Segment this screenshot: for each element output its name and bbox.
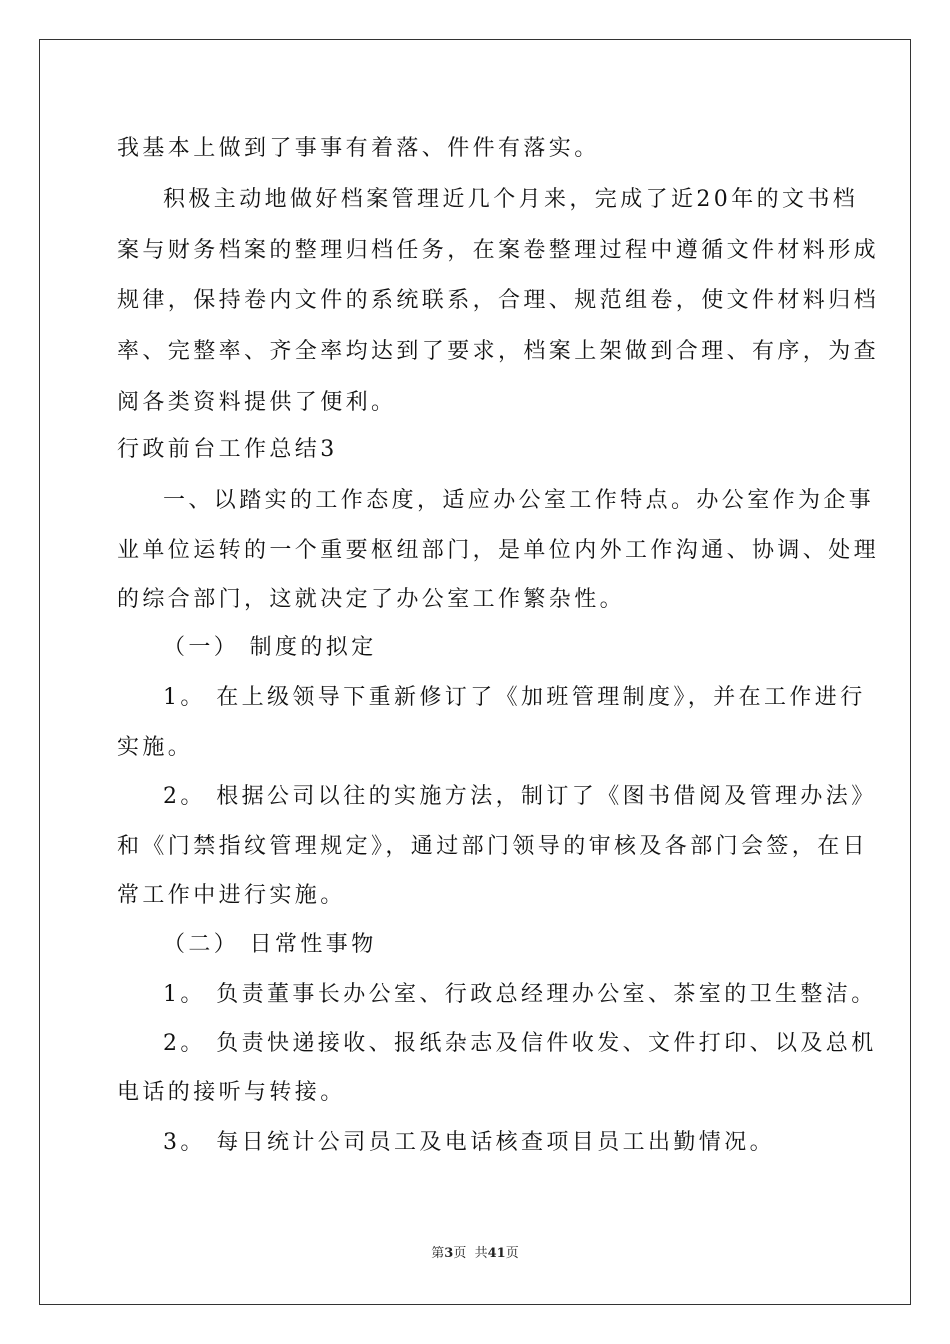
current-page-number: 3 bbox=[444, 1246, 454, 1261]
page-footer bbox=[0, 1246, 950, 1262]
list-item: 2。 根据公司以往的实施方法，制订了《图书借阅及管理办法》 bbox=[163, 784, 877, 809]
total-pages-number: 41 bbox=[487, 1246, 506, 1261]
text-line: 业单位运转的一个重要枢纽部门，是单位内外工作沟通、协调、处理 bbox=[117, 538, 880, 563]
section-heading: 行政前台工作总结3 bbox=[117, 437, 338, 462]
footer-prefix: 第 bbox=[431, 1246, 445, 1261]
list-item: 1。 负责董事长办公室、行政总经理办公室、茶室的卫生整洁。 bbox=[163, 982, 877, 1007]
text-line: 常工作中进行实施。 bbox=[117, 883, 346, 908]
text-line: 规律，保持卷内文件的系统联系，合理、规范组卷，使文件材料归档 bbox=[117, 288, 880, 313]
text-line: 我基本上做到了事事有着落、件件有落实。 bbox=[117, 136, 600, 161]
text-line: 和《门禁指纹管理规定》，通过部门领导的审核及各部门会签，在日 bbox=[117, 834, 869, 859]
list-item: 1。 在上级领导下重新修订了《加班管理制度》，并在工作进行 bbox=[163, 685, 866, 710]
text-line: 实施。 bbox=[117, 735, 194, 760]
footer-mid: 页 共 bbox=[453, 1246, 488, 1261]
footer-suffix: 页 bbox=[505, 1246, 519, 1261]
text-line: 案与财务档案的整理归档任务，在案卷整理过程中遵循文件材料形成 bbox=[117, 238, 880, 263]
text-line: 电话的接听与转接。 bbox=[117, 1080, 346, 1105]
list-item: 2。 负责快递接收、报纸杂志及信件收发、文件打印、以及总机 bbox=[163, 1031, 877, 1056]
text-line: 的综合部门，这就决定了办公室工作繁杂性。 bbox=[117, 587, 626, 612]
subsection-heading: （二） 日常性事物 bbox=[163, 932, 377, 957]
paragraph-first-line: 一、以踏实的工作态度，适应办公室工作特点。办公室作为企事 bbox=[163, 488, 875, 513]
subsection-heading: （一） 制度的拟定 bbox=[163, 635, 377, 660]
text-line: 阅各类资料提供了便利。 bbox=[117, 390, 397, 415]
text-line: 率、完整率、齐全率均达到了要求，档案上架做到合理、有序，为查 bbox=[117, 339, 880, 364]
page-border bbox=[39, 39, 911, 1305]
list-item: 3。 每日统计公司员工及电话核查项目员工出勤情况。 bbox=[163, 1130, 775, 1155]
paragraph-first-line: 积极主动地做好档案管理近几个月来，完成了近20年的文书档 bbox=[163, 187, 859, 212]
